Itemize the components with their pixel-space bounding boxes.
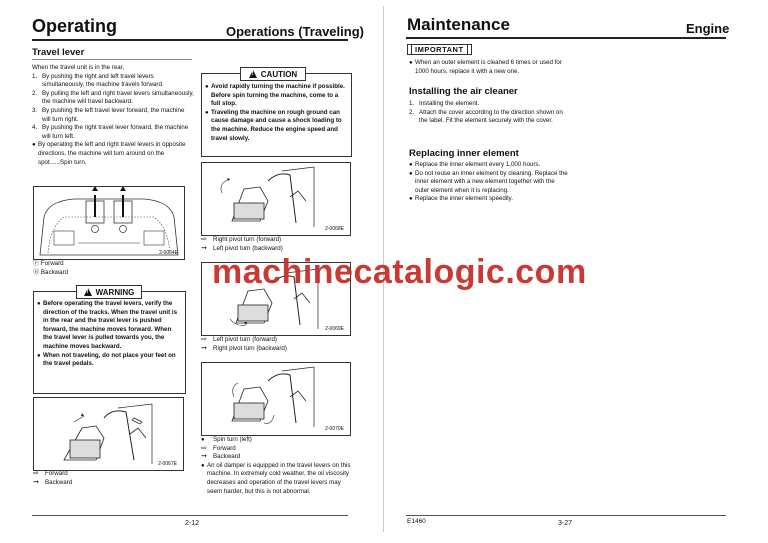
- caution-text: [205, 83, 347, 143]
- warning-label: ! WARNING: [76, 285, 142, 299]
- step-3: 3. By pushing the left travel lever forward, the machine will turn right.: [32, 106, 185, 123]
- install-step-1: 1. Installing the element.: [409, 100, 480, 107]
- warning-item: ● Before operating the travel levers, verify the direction of the tracks. When the travel unit is in the rear and the travel lever is pushed forward, the machine moves forward. When the travel lever is pulled towards you, the machine moves backward.: [37, 300, 178, 350]
- left-header-title: Operating: [32, 16, 118, 36]
- bullet-icon: ●: [205, 84, 209, 90]
- figure-spin-turn: [201, 362, 351, 436]
- legend-forward: Ⓕ Forward: [33, 260, 64, 267]
- caution-label: ! CAUTION: [240, 67, 306, 81]
- install-title: Installing the air cleaner: [409, 86, 518, 97]
- bullet-icon: ●: [201, 437, 205, 443]
- right-header-rule: [406, 37, 726, 39]
- spin-turn-illustration: [202, 363, 350, 435]
- right-header-title: Maintenance: [407, 15, 510, 34]
- right-footer-rule: [406, 515, 726, 516]
- legend-right-pivot: ➞ Right pivot turn (backward): [201, 344, 287, 352]
- left-header-subtitle: Operations (Traveling): [226, 24, 364, 39]
- bullet-icon: ●: [37, 301, 41, 307]
- spin-note: ● By operating the left and right travel levers in opposite directions, the machine will turn around on the spot......Spin turn.: [32, 141, 186, 166]
- legend-backward: Ⓑ Backward: [33, 268, 69, 276]
- step-2: 2. By pulling the left and right travel levers simultaneously, the machine will travel backward.: [32, 89, 194, 106]
- damper-note: ● An oil damper is equipped in the travel levers on this machine. In extremely cold weather, the oil viscosity decreases and operation of the travel levers may seem harder, but this is not abnormal.: [201, 461, 351, 495]
- caution-triangle-icon: [249, 70, 257, 78]
- fig4-legend: [201, 336, 287, 353]
- bullet-icon: ●: [409, 162, 413, 168]
- figure-code: 2-0070E: [325, 426, 344, 432]
- figure-travel-levers: [33, 186, 185, 260]
- travel-lever-title: Travel lever: [32, 47, 85, 58]
- left-footer-rule: [32, 515, 348, 516]
- replace-item: ● Do not reuse an inner element by cleaning. Replace the inner element with a new element together with the outer element when it is replacing.: [409, 169, 568, 194]
- hollow-arrow-icon: ⇨: [33, 470, 39, 477]
- fig5-legend: [201, 436, 351, 496]
- figure-code: 2-0069E: [325, 326, 344, 332]
- figure-code: 2-0068E: [325, 226, 344, 232]
- legend-forward: ⇨ Forward: [33, 470, 68, 477]
- important-text: ● When an outer element is cleaned 6 times or used for 1000 hours, replace it with a new one.: [409, 59, 562, 75]
- travel-lever-text: [32, 64, 194, 167]
- watermark: machinecatalogic.com: [212, 253, 587, 291]
- intro-text: When the travel unit is in the rear,: [32, 64, 125, 71]
- legend-left-pivot: ➞ Left pivot turn (backward): [201, 244, 283, 252]
- solid-arrow-icon: ➞: [201, 453, 207, 461]
- right-header-subtitle: Engine: [686, 21, 730, 36]
- figure-code: 2-0064E: [159, 250, 178, 256]
- legend-left-pivot: ⇨ Left pivot turn (forward): [201, 336, 277, 343]
- section-rule: [32, 59, 192, 60]
- bullet-icon: ●: [409, 60, 413, 66]
- figure-lever-forward: [33, 397, 184, 471]
- fig1-legend: [33, 260, 68, 277]
- legend-backward: ➞ Backward: [201, 453, 241, 461]
- replace-item: ● Replace the inner element every 1,000 hours.: [409, 161, 541, 168]
- fig3-legend: [201, 236, 283, 253]
- pivot-turn-illustration: [202, 163, 350, 235]
- legend-backward: ➞ Backward: [33, 478, 73, 486]
- replace-items: [409, 161, 569, 204]
- install-step-2: 2. Attach the cover according to the direction shown on the label. Fit the element securely with the cover.: [409, 108, 563, 125]
- fig2-legend: [33, 470, 72, 487]
- caution-item: ● Traveling the machine on rough ground can cause damage and cause a shock loading to the machine. Reduce the engine speed and travel slowly.: [205, 108, 342, 142]
- caution-item: ● Avoid rapidly turning the machine if possible. Before spin turning the machine, come to a full stop.: [205, 83, 345, 108]
- left-page-number: 2-12: [185, 520, 200, 527]
- bullet-icon: ●: [409, 196, 413, 203]
- replace-title: Replacing inner element: [409, 148, 519, 159]
- hollow-arrow-icon: ⇨: [201, 336, 207, 343]
- travel-levers-illustration: [34, 187, 184, 259]
- bullet-icon: ●: [409, 170, 413, 177]
- step-1: 1. By pushing the right and left travel levers simultaneously, the machine travels forward.: [32, 72, 164, 89]
- figure-code: 2-0067E: [158, 461, 177, 467]
- replace-item: ● Replace the inner element speedily.: [409, 195, 513, 203]
- step-4: 4. By pushing the right travel lever forward, the machine will turn left.: [32, 124, 189, 140]
- bullet-icon: ●: [201, 462, 205, 469]
- solid-arrow-icon: ➞: [201, 344, 207, 352]
- warning-text: [37, 300, 181, 369]
- hollow-arrow-icon: ⇨: [201, 444, 207, 452]
- hollow-arrow-icon: ⇨: [201, 236, 207, 243]
- excavator-lever-illustration: [34, 398, 183, 470]
- warning-triangle-icon: [84, 288, 92, 296]
- bullet-icon: ●: [37, 352, 41, 359]
- bullet-icon: ●: [32, 142, 36, 149]
- bullet-icon: ●: [205, 109, 209, 116]
- important-label: IMPORTANT: [407, 44, 472, 55]
- solid-arrow-icon: ➞: [33, 478, 39, 486]
- figure-right-pivot-turn: [201, 162, 351, 236]
- solid-arrow-icon: ➞: [201, 244, 207, 252]
- legend-forward: ⇨ Forward: [201, 444, 236, 452]
- legend-spin-turn: ● Spin turn (left): [201, 436, 252, 443]
- install-steps: [409, 100, 569, 126]
- left-header-rule: [32, 39, 348, 41]
- right-page-number: 3-27: [558, 520, 573, 527]
- warning-item: ● When not traveling, do not place your feet on the travel pedals.: [37, 351, 176, 368]
- legend-right-pivot: ⇨ Right pivot turn (forward): [201, 236, 282, 243]
- model-number: E1460: [407, 518, 426, 525]
